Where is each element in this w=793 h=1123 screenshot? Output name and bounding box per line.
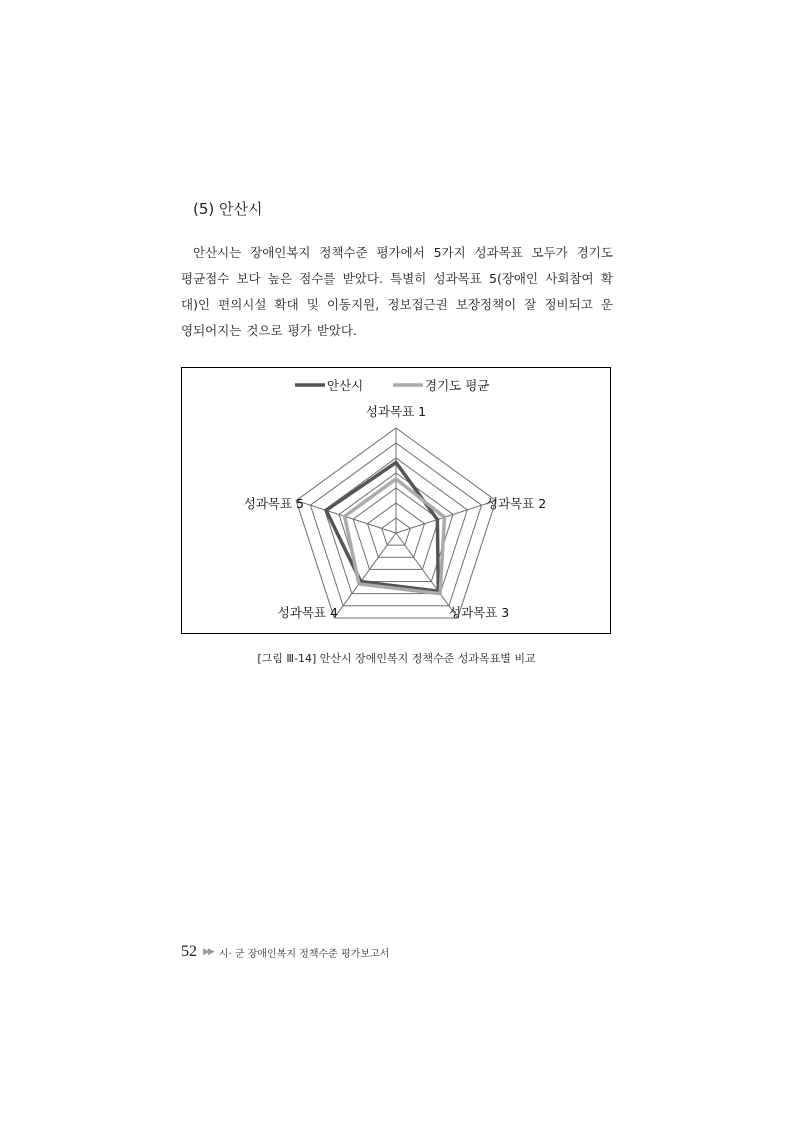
section-heading: (5) 안산시 [193, 200, 263, 218]
axis-label: 성과목표 3 [449, 605, 510, 620]
paragraph-word: 높은 [267, 271, 293, 286]
paragraph-word: 성과목표 [433, 271, 482, 286]
report-title: 시· 군 장애인복지 정책수준 평가보고서 [218, 948, 390, 960]
legend-label: 경기도 평균 [425, 378, 490, 393]
paragraph-word: 보장정책이 [455, 297, 517, 312]
paragraph-word: 이동지원, [326, 297, 380, 312]
paragraph-line [181, 292, 613, 318]
paragraph-word: 평가에서 [376, 245, 425, 260]
radar-chart [182, 368, 612, 635]
paragraph-word: 확대 [274, 297, 299, 312]
paragraph-word: 편의시설 [218, 297, 267, 312]
paragraph-word: 평균점수 [181, 271, 230, 286]
paragraph-word: 정책수준 [319, 245, 368, 260]
paragraph-word: 장애인복지 [250, 245, 311, 260]
paragraph-word: 운 [600, 297, 613, 312]
paragraph-word: 정비되고 [544, 297, 593, 312]
paragraph-word: 잘 [524, 297, 537, 312]
paragraph-word: 경기도 [576, 245, 613, 260]
paragraph-word: 보다 [236, 271, 261, 286]
paragraph-word: 모두가 [531, 245, 568, 260]
paragraph-word: 안산시는 [193, 245, 242, 260]
paragraph-word: 평가 [287, 323, 312, 338]
paragraph-word: 점수를 [299, 271, 336, 286]
paragraph-word: 사회참여 [545, 271, 594, 286]
paragraph-word: 정보접근권 [387, 297, 448, 312]
paragraph-line [181, 240, 613, 266]
paragraph-line [181, 318, 613, 344]
paragraph-word: 영되어지는 [181, 323, 242, 338]
paragraph-line [181, 266, 613, 292]
paragraph-word: 및 [306, 297, 319, 312]
paragraph-word: 성과목표 [474, 245, 523, 260]
page-footer [181, 943, 389, 961]
body-paragraph [181, 240, 613, 344]
paragraph-word: 받았다. [316, 323, 357, 338]
radar-chart-figure [181, 367, 611, 634]
paragraph-word: 받았다. [342, 271, 383, 286]
paragraph-word: 확 [600, 271, 613, 286]
paragraph-word: 대)인 [181, 297, 211, 312]
page-number: 52 [181, 943, 197, 960]
axis-label: 성과목표 5 [243, 496, 304, 511]
axis-label: 성과목표 1 [365, 404, 427, 419]
figure-caption: [그림 Ⅲ-14] 안산시 장애인복지 정책수준 성과목표별 비교 [257, 652, 536, 665]
axis-label: 성과목표 2 [486, 496, 547, 511]
paragraph-word: 특별히 [390, 271, 427, 286]
arrow-icon: ▶▶ [203, 947, 213, 957]
paragraph-word: 5(장애인 [489, 271, 539, 286]
paragraph-word: 5가지 [433, 245, 466, 260]
paragraph-word: 것으로 [246, 323, 283, 338]
axis-label: 성과목표 4 [277, 605, 338, 620]
legend-label: 안산시 [327, 378, 364, 393]
